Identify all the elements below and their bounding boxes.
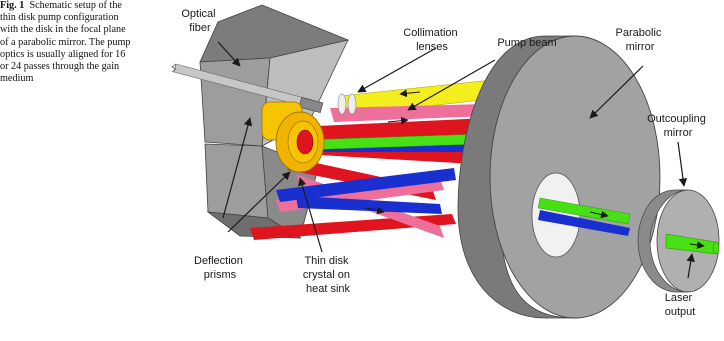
caption-line-5: optics is usually aligned for 16 bbox=[0, 48, 126, 60]
caption-line-7: medium bbox=[0, 73, 34, 85]
label-pump-beam: Pump beam bbox=[497, 37, 557, 49]
label-thin-disk: Thin disk crystal on heat sink bbox=[302, 255, 351, 295]
label-collimation-lenses: Collimation lenses bbox=[403, 27, 458, 53]
caption-line-4: of a parabolic mirror. The pump bbox=[0, 36, 131, 48]
label-outcoupling-mirror: Outcoupling mirror bbox=[647, 113, 706, 139]
caption-line-3: with the disk in the focal plane bbox=[0, 24, 126, 36]
label-deflection-prisms: Deflection prisms bbox=[194, 255, 243, 281]
caption-line-1: Schematic setup of the bbox=[29, 0, 122, 11]
caption-line-2: thin disk pump configuration bbox=[0, 12, 119, 24]
label-laser-output: Laser output bbox=[664, 292, 696, 318]
caption-line-6: or 24 passes through the gain bbox=[0, 61, 120, 73]
label-optical-fiber: Optical fiber bbox=[181, 8, 216, 34]
caption-label: Fig. 1 bbox=[0, 0, 25, 11]
label-parabolic-mirror: Parabolic mirror bbox=[615, 27, 662, 53]
